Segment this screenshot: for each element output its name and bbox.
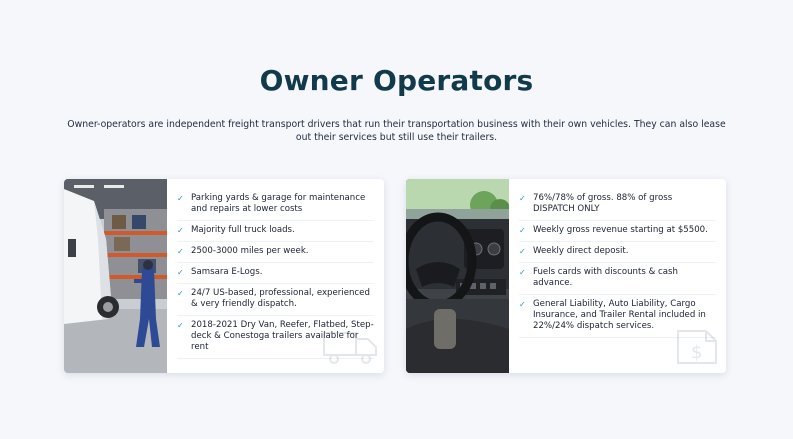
truck-icon <box>322 329 378 369</box>
check-icon: ✓ <box>519 194 526 203</box>
list-item-text: 76%/78% of gross. 88% of gross DISPATCH ONLY <box>533 193 673 214</box>
check-icon: ✓ <box>519 268 526 277</box>
check-icon: ✓ <box>177 321 184 330</box>
check-icon: ✓ <box>519 247 526 256</box>
check-icon: ✓ <box>519 226 526 235</box>
list-item-text: Weekly gross revenue starting at $5500. <box>533 225 708 235</box>
list-item-text: 2018-2021 Dry Van, Reefer, Flatbed, Step-deck & Conestoga trailers available for rent <box>191 320 374 352</box>
list-item <box>177 284 374 316</box>
truck-cab-photo <box>406 179 509 373</box>
list-item <box>177 189 374 221</box>
list-item-text: General Liability, Auto Liability, Cargo Insurance, and Trailer Rental included in 22%/24% dispatch services. <box>533 299 706 331</box>
list-item <box>177 221 374 242</box>
list-item-text: Samsara E-Logs. <box>191 267 263 277</box>
list-item-text: Weekly direct deposit. <box>533 246 629 256</box>
svg-text:$: $ <box>691 342 703 363</box>
feature-list-right <box>509 179 726 373</box>
section-intro: Owner-operators are independent freight transport drivers that run their transportation business with their own vehicles. They can also lease out their services but still use their trailers. <box>67 119 726 143</box>
feature-card-garage <box>64 179 384 373</box>
check-icon: ✓ <box>177 268 184 277</box>
list-item-text: Parking yards & garage for maintenance and repairs at lower costs <box>191 193 366 214</box>
check-icon: ✓ <box>519 300 526 309</box>
check-icon: ✓ <box>177 247 184 256</box>
list-item <box>177 242 374 263</box>
list-item <box>519 242 716 263</box>
truck-garage-photo <box>64 179 167 373</box>
list-item-text: Fuels cards with discounts & cash advance. <box>533 267 678 288</box>
check-icon: ✓ <box>177 226 184 235</box>
list-item-text: 2500-3000 miles per week. <box>191 246 309 256</box>
list-item <box>177 263 374 284</box>
dollar-document-icon <box>674 325 720 369</box>
check-icon: ✓ <box>177 289 184 298</box>
list-item <box>519 263 716 295</box>
feature-card-revenue <box>406 179 726 373</box>
check-icon: ✓ <box>177 194 184 203</box>
list-item-text: Majority full truck loads. <box>191 225 295 235</box>
page-title: Owner Operators <box>259 64 534 97</box>
feature-list-left <box>167 179 384 373</box>
list-item-text: 24/7 US-based, professional, experienced & very friendly dispatch. <box>191 288 370 309</box>
list-item <box>519 189 716 221</box>
list-item <box>519 221 716 242</box>
